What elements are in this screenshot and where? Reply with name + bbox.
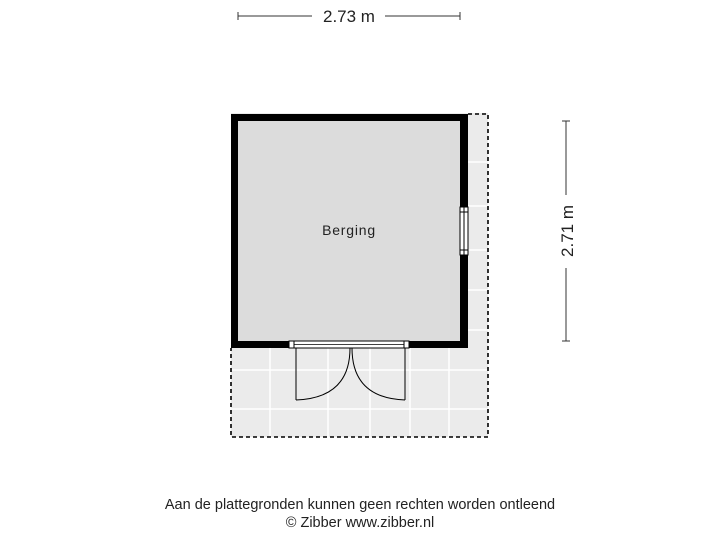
- copyright-text: © Zibber www.zibber.nl: [285, 515, 435, 531]
- wall-bottom-left: [231, 341, 293, 348]
- disclaimer-text: Aan de plattegronden kunnen geen rechten worden ontleend: [164, 497, 556, 513]
- dimension-height-label: 2.71 m: [558, 205, 577, 257]
- room-label-berging: Berging: [322, 222, 376, 238]
- dimension-width-label: 2.73 m: [323, 7, 375, 26]
- wall-right-lower: [460, 255, 468, 348]
- window-right: [460, 207, 468, 255]
- wall-right-upper: [460, 114, 468, 207]
- wall-left: [231, 114, 238, 348]
- wall-top: [231, 114, 468, 121]
- wall-bottom-right: [405, 341, 468, 348]
